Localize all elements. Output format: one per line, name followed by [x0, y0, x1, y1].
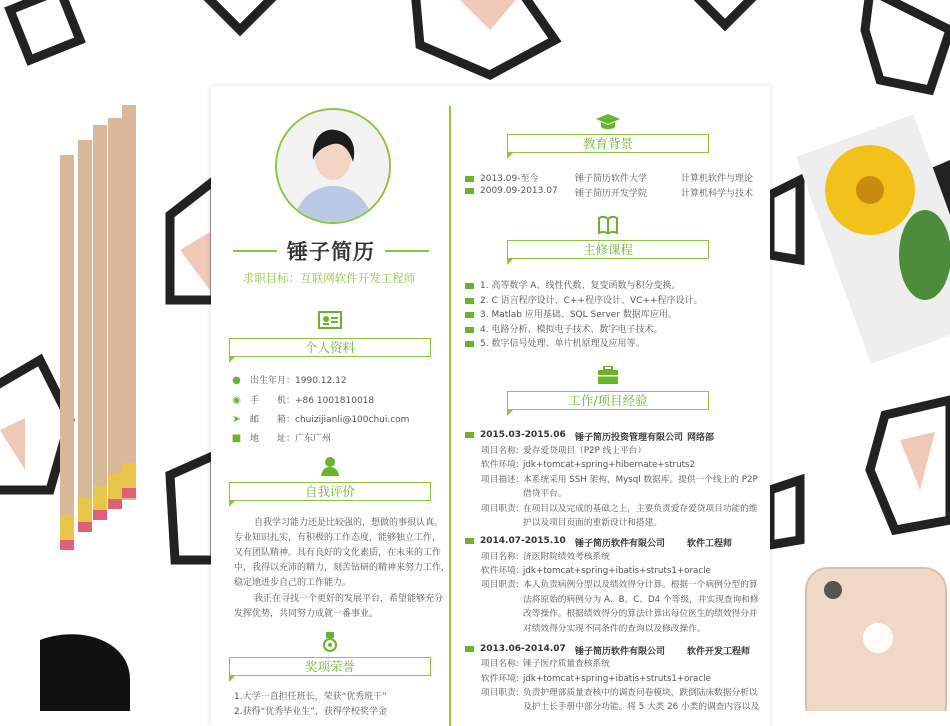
section-title: 工作/项目经验: [507, 391, 709, 410]
self-eval-line: 自我学习能力还是比较强的，想做的事很认真。: [254, 518, 444, 528]
detail-key: 软件环境:: [481, 460, 519, 470]
detail-value: jdk+tomcat+spring+ibatis+struts1+oracle: [523, 566, 711, 576]
self-eval-line: 发挥优势，共同努力成就一番事业。: [234, 609, 379, 619]
title-tail: [507, 409, 514, 416]
person-icon: ●: [232, 375, 241, 386]
info-value: 广东广州: [295, 434, 332, 444]
course-text: 4. 电路分析、模拟电子技术、数字电子技术。: [480, 325, 663, 335]
section-personal: [229, 311, 431, 359]
detail-value: 济医附院绩效考核系统: [523, 552, 610, 562]
user-icon: [317, 456, 343, 480]
course-item: [465, 307, 677, 320]
detail-value: 改等操作。根据绩效得分的算法计算出每位医生的绩效得分并: [523, 609, 758, 619]
name-rule-right: [385, 250, 429, 252]
book-icon: [597, 216, 619, 238]
location-pin-icon: ◉: [232, 395, 241, 406]
detail-value: 在项目以及完成的基础之上，主要负责爱存爱贷项目功能的维: [523, 504, 758, 514]
briefcase-icon: [597, 366, 619, 388]
detail-key: 项目职责:: [481, 504, 519, 514]
detail-value: 法将原始的病例分为 A、B、C、D4 个等级，并实现查询和修: [523, 595, 759, 605]
title-tail: [229, 500, 236, 507]
self-eval-line: 我正在寻找一个更好的发展平台，希望能够充分: [254, 594, 444, 604]
course-item: [465, 278, 680, 291]
job-header: [465, 536, 566, 546]
id-card-icon: [317, 311, 343, 333]
section-title: 主修课程: [507, 240, 709, 259]
job-role: 软件工程师: [687, 539, 733, 549]
job-target: 求职目标：互联网软件开发工程师: [242, 271, 416, 285]
section-awards: [229, 632, 431, 680]
course-text: 3. Matlab 应用基础、SQL Server 数据库应用。: [480, 310, 677, 320]
edu-school: 锤子简历软件大学: [575, 174, 648, 184]
info-value: 1990.12.12: [295, 376, 347, 386]
tag-icon: [465, 432, 474, 438]
edu-major: 计算机软件与理论: [681, 174, 754, 184]
course-text: 5. 数字信号处理、单片机原理及应用等。: [480, 339, 645, 349]
section-courses: [507, 216, 709, 264]
info-label: 手 机：: [250, 396, 296, 406]
info-birth: [231, 373, 347, 386]
avatar: [275, 108, 391, 224]
detail-value: 爱存爱贷项目（P2P 线上平台）: [523, 446, 647, 456]
detail-value: jdk+tomcat+spring+ibatis+struts1+oracle: [523, 674, 711, 684]
tag-icon: [465, 646, 474, 652]
detail-value: 对绩效得分实现不同条件的查询以及修改操作。: [523, 624, 706, 634]
edu-school: 锤子简历开发学院: [575, 189, 648, 199]
info-email: [231, 412, 409, 425]
tag-icon: [465, 188, 474, 194]
title-tail: [229, 675, 236, 682]
portrait-image: [277, 110, 389, 222]
tag-icon: [465, 327, 474, 333]
detail-key: 项目名称:: [481, 659, 519, 669]
education-row: [465, 171, 538, 184]
job-company: 锤子简历投资管理有限公司: [575, 433, 684, 443]
tag-icon: [465, 341, 474, 347]
edu-major: 计算机科学与技术: [681, 189, 754, 199]
job-header: [465, 430, 566, 440]
column-divider: [449, 106, 451, 726]
job-header: [465, 644, 566, 654]
self-eval-line: 专业知识扎实，有积极的工作态度，能够独立工作，: [234, 533, 442, 543]
tag-icon: [465, 538, 474, 544]
course-item: [465, 293, 702, 306]
info-value[interactable]: chuizijianli@100chui.com: [295, 415, 410, 425]
graduation-cap-icon: [595, 114, 621, 134]
job-company: 锤子简历软件有限公司: [575, 647, 666, 657]
mail-icon: ■: [231, 433, 242, 444]
medal-icon: [319, 632, 341, 656]
course-text: 2. C 语言程序设计、C++程序设计、VC++程序设计。: [480, 296, 703, 306]
detail-key: 软件环境:: [481, 674, 519, 684]
title-tail: [507, 152, 514, 159]
candidate-name: 锤子简历: [287, 240, 375, 264]
education-row: [465, 186, 558, 196]
job-role: 网络部: [687, 433, 715, 443]
info-label: 出生年月：: [250, 376, 296, 386]
detail-value: 护以及项目页面的重新设计和搭建。: [523, 518, 662, 528]
section-title: 奖项荣誉: [229, 657, 431, 676]
award-item: 1.大学一直担任班长，荣获“优秀班干”: [234, 692, 387, 702]
course-item: [465, 336, 644, 349]
job-period: 2014.07-2015.10: [480, 536, 566, 546]
detail-key: 项目名称:: [481, 446, 519, 456]
detail-value: 借贷平台。: [523, 489, 567, 499]
info-label: 邮 箱：: [250, 415, 296, 425]
section-title: 教育背景: [507, 134, 709, 153]
tag-icon: [465, 176, 474, 182]
detail-key: 项目名称:: [481, 552, 519, 562]
tag-icon: [465, 283, 474, 289]
detail-value: 本系统采用 SSH 架构，Mysql 数据库。提供一个线上的 P2P: [523, 475, 758, 485]
detail-key: 软件环境:: [481, 566, 519, 576]
detail-key: 项目职责:: [481, 688, 519, 698]
self-eval-line: 又有团队精神。具有良好的文化素质，在未来的工作: [234, 548, 442, 558]
edu-date: 2009.09-2013.07: [480, 186, 558, 196]
section-self-eval: [229, 456, 431, 504]
info-value: +86 1001810018: [295, 396, 375, 406]
detail-value: jdk+tomcat+spring+hibernate+struts2: [523, 460, 696, 470]
detail-value: 及护士长手册中部分功能。将 5 大类 26 小类的调查内容以及: [523, 702, 760, 712]
detail-value: 负责护理部质量查核中的调查问卷模块，跌倒陆床数据分析以: [523, 688, 758, 698]
job-period: 2015.03-2015.06: [480, 430, 566, 440]
edu-date: 2013.09-至今: [480, 174, 539, 184]
tag-icon: [465, 298, 474, 304]
detail-key: 项目描述:: [481, 475, 519, 485]
job-period: 2013.06-2014.07: [480, 644, 566, 654]
send-icon: ➤: [232, 414, 241, 425]
detail-key: 项目职责:: [481, 580, 519, 590]
info-address: [231, 431, 331, 444]
course-text: 1. 高等数学 A、线性代数、复变函数与积分变换。: [480, 281, 681, 291]
info-label: 地 址：: [250, 434, 296, 444]
title-tail: [507, 258, 514, 265]
section-education: [507, 114, 709, 162]
name-header: [233, 236, 429, 266]
title-tail: [229, 356, 236, 363]
award-item: 2.获得“优秀毕业生”，获得学校奖学金: [234, 707, 387, 717]
job-role: 软件开发工程师: [687, 647, 751, 657]
resume-page: [211, 86, 770, 726]
section-title: 自我评价: [229, 482, 431, 501]
detail-value: 本人负责病例分型以及绩效得分计算。根据一个病例分型的算: [523, 580, 758, 590]
job-company: 锤子简历软件有限公司: [575, 539, 666, 549]
detail-value: 锤子医疗质量查核系统: [523, 659, 610, 669]
self-eval-line: 稳定地进步自己的工作能力。: [234, 578, 352, 588]
tag-icon: [465, 312, 474, 318]
self-eval-line: 中，我得以充沛的精力，刻苦钻研的精神来努力工作，: [234, 563, 451, 573]
section-title: 个人资料: [229, 338, 431, 357]
info-phone: [231, 393, 374, 406]
course-item: [465, 322, 662, 335]
bg-geo-shape: [10, 0, 80, 60]
section-work: [507, 366, 709, 414]
